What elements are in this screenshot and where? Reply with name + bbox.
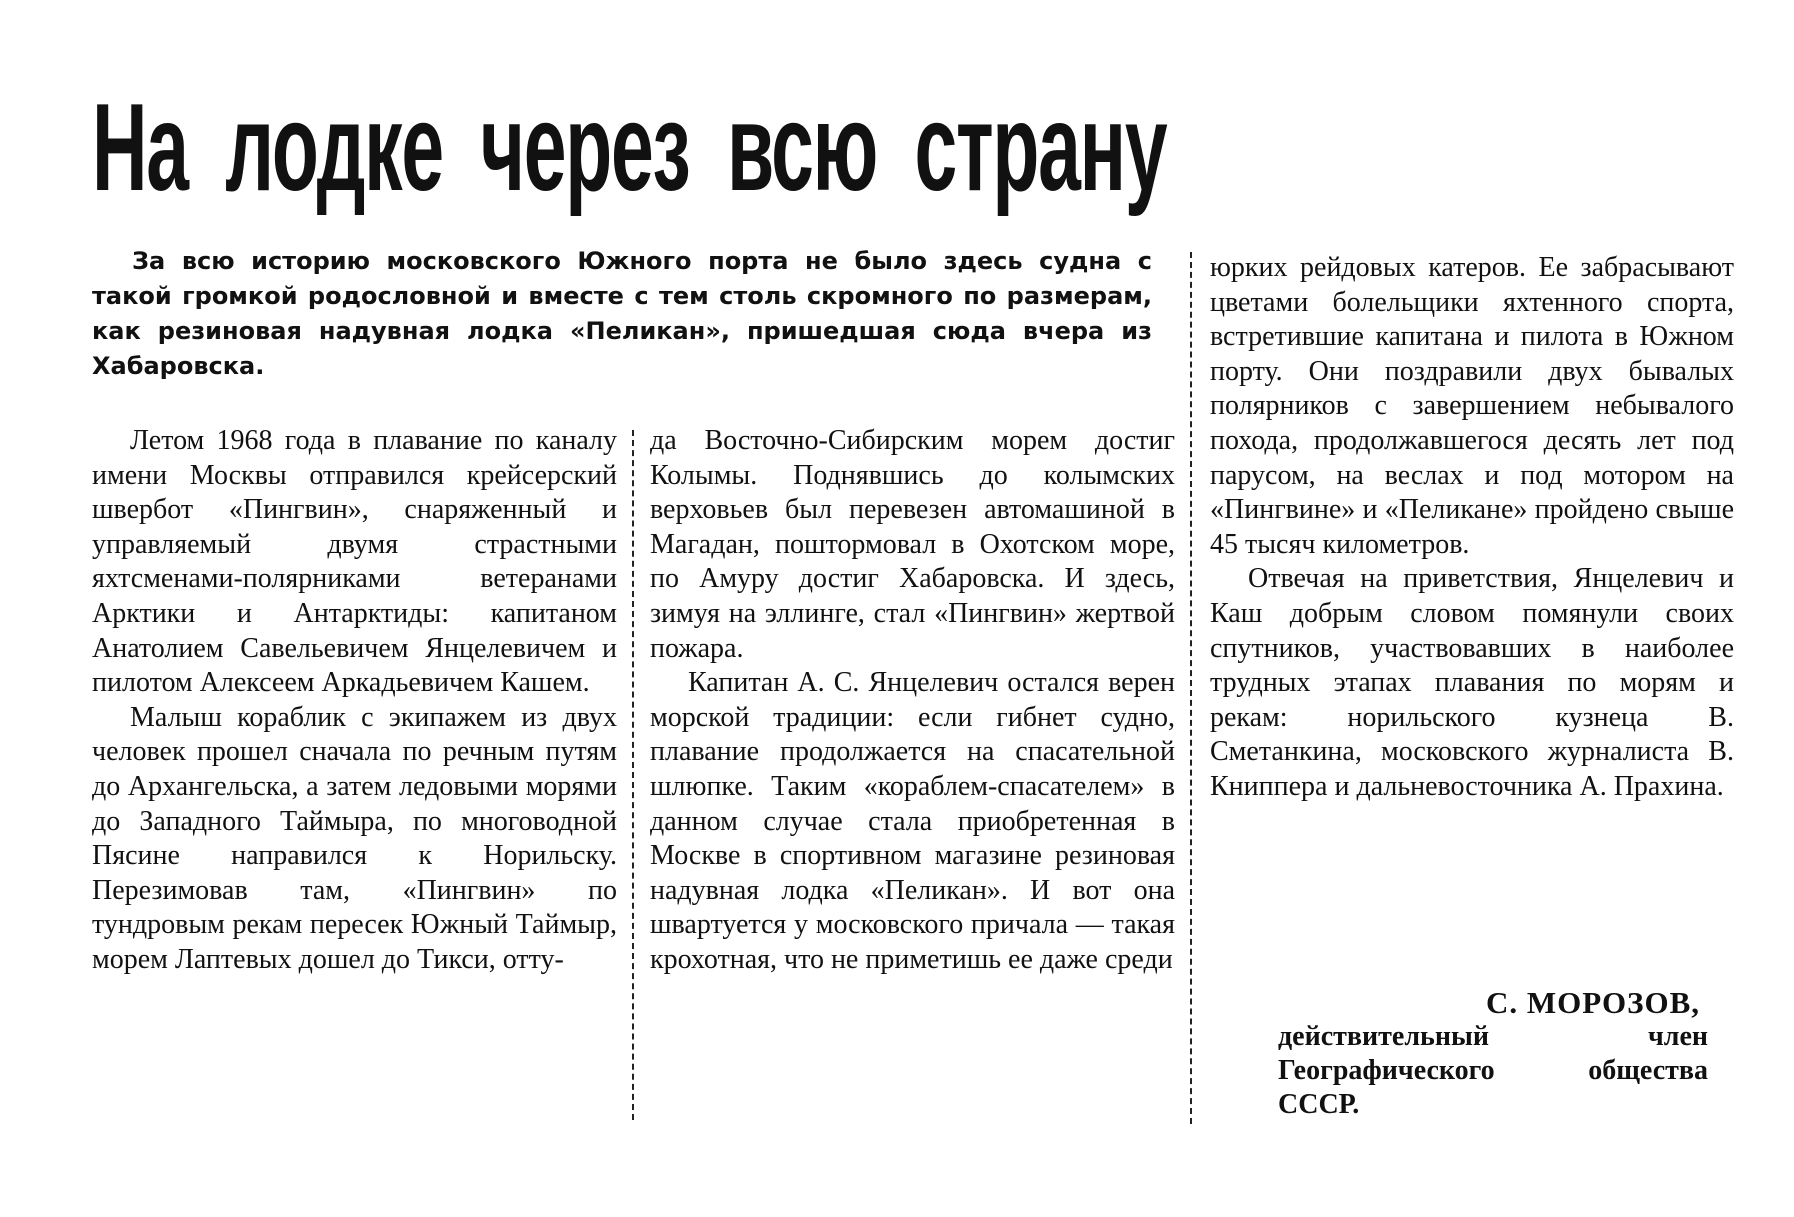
- article-column-3: [1210, 251, 1734, 805]
- article-column-2: [650, 424, 1175, 978]
- column-divider: [1190, 252, 1192, 1124]
- body-paragraph: Отвечая на приветствия, Янцелевич и Каш добрым словом помянули своих спутников, участвовавших в наиболее трудных этапах плавания по морям и рекам: норильского кузнеца В. Сметанкина, московского журналиста В. Книппера и дальневосточника А. Прахина.: [1210, 563, 1734, 802]
- article-column-1: [92, 424, 617, 978]
- body-paragraph: Капитан А. С. Янцелевич остался верен морской традиции: если гибнет судно, плавание продолжается на спасательной шлюпке. Таким «кораблем-спасателем» в данном случае стала приобретенная в Москве в спортивном магазине резиновая надувная лодка «Пеликан». И вот она швартуется у московского причала — такая крохотная, что не приметишь ее даже среди: [650, 667, 1175, 975]
- author-name: С. МОРОЗОВ,: [1485, 985, 1700, 1020]
- body-paragraph: юрких рейдовых катеров. Ее забрасывают цветами болельщики яхтенного спорта, встретившие капитана и пилота в Южном порту. Они поздравили двух бывалых полярников с завершением небывалого похода, продолжавшегося десять лет под парусом, на веслах и под мотором на «Пингвине» и «Пеликане» пройдено свыше 45 тысяч километров.: [1210, 252, 1734, 560]
- lead-paragraph: За всю историю московского Южного порта не было здесь судна с такой громкой родословной и вместе с тем столь скромного по размерам, как резиновая надувная лодка «Пеликан», пришедшая сюда вчера из Хабаровска.: [92, 247, 1152, 380]
- author-signature: [1278, 986, 1708, 1122]
- body-paragraph: Летом 1968 года в плавание по каналу имени Москвы отправился крейсерский швербот «Пингвин», снаряженный и управляемый двумя страстными яхтсменами-полярниками ветеранами Арктики и Антарктиды: капитаном Анатолием Савельевичем Янцелевичем и пилотом Алексеем Аркадьевичем Кашем.: [92, 425, 617, 699]
- author-title: действительный член Географического общества СССР.: [1278, 1021, 1708, 1120]
- body-paragraph: Малыш кораблик с экипажем из двух человек прошел сначала по речным путям до Архангельска, а затем ледовыми морями до Западного Таймыра, по многоводной Пясине направился к Норильску. Перезимовав там, «Пингвин» по тундровым рекам пересек Южный Таймыр, морем Лаптевых дошел до Тикси, отту-: [92, 701, 617, 975]
- headline: На лодке через всю страну: [92, 79, 1167, 217]
- column-divider: [632, 430, 634, 1120]
- body-paragraph: да Восточно-Сибирским морем достиг Колымы. Поднявшись до колымских верховьев был перевезен автомашиной в Магадан, поштормовал в Охотском море, по Амуру достиг Хабаровска. И здесь, зимуя на эллинге, стал «Пингвин» жертвой пожара.: [650, 425, 1175, 664]
